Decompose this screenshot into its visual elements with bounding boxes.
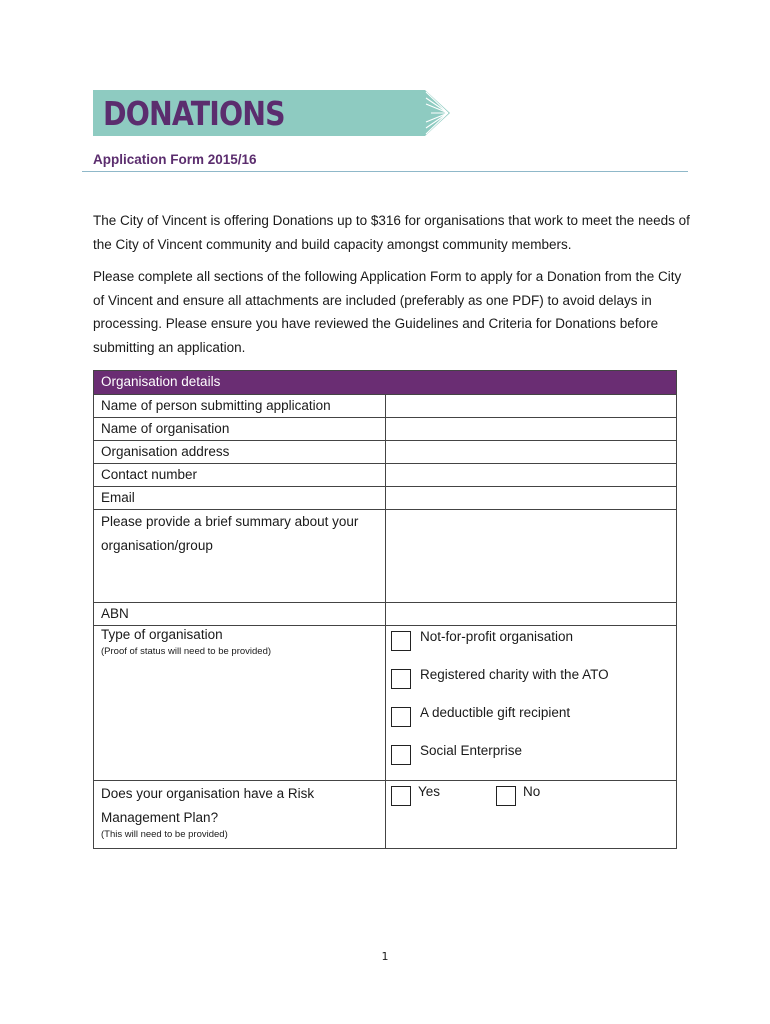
field-input-org-name[interactable] [386, 418, 677, 441]
type-proof-note: (Proof of status will need to be provided) [101, 646, 272, 657]
field-label-org-name: Name of organisation [94, 418, 386, 441]
table-row [94, 510, 677, 603]
risk-label-cell [94, 781, 386, 849]
checkbox-not-for-profit[interactable] [391, 631, 411, 651]
field-input-abn[interactable] [386, 603, 677, 626]
form-subtitle: Application Form 2015/16 [93, 152, 257, 167]
table-row [94, 418, 677, 441]
type-label-cell [94, 626, 386, 781]
page-number: 1 [381, 950, 389, 963]
table-row [94, 626, 677, 781]
field-label-type: Type of organisation [101, 627, 223, 642]
table-row [94, 441, 677, 464]
organisation-details-table [93, 370, 677, 849]
option-deductible-gift-recipient[interactable] [391, 704, 676, 742]
checkbox-registered-charity[interactable] [391, 669, 411, 689]
table-row [94, 603, 677, 626]
intro-paragraph-1: The City of Vincent is offering Donations up to $316 for organisations that work to meet the needs of the City of Vincent community and build capacity amongst community members. [93, 213, 690, 252]
field-label-risk: Does your organisation have a Risk Management Plan? [101, 786, 315, 825]
field-label-email: Email [94, 487, 386, 510]
option-label: Registered charity with the ATO [420, 667, 609, 682]
risk-options-cell [386, 781, 677, 849]
field-label-address: Organisation address [94, 441, 386, 464]
section-header: Organisation details [94, 371, 677, 395]
field-label-contact: Contact number [94, 464, 386, 487]
option-label: A deductible gift recipient [420, 705, 571, 720]
field-label-person: Name of person submitting application [94, 395, 386, 418]
field-input-summary[interactable] [386, 510, 677, 603]
intro-paragraph-2: Please complete all sections of the following Application Form to apply for a Donation from the City of Vincent and ensure all attachments are included (preferably as one PDF) to avoid delays in processing. Please ensure you have reviewed the Guidelines and Criteria for Donations before submitting an application. [93, 269, 682, 355]
type-options-cell [386, 626, 677, 781]
checkbox-deductible-gift-recipient[interactable] [391, 707, 411, 727]
checkbox-yes[interactable] [391, 786, 411, 806]
table-row [94, 464, 677, 487]
field-input-contact[interactable] [386, 464, 677, 487]
donations-banner [93, 90, 453, 136]
field-label-abn: ABN [94, 603, 386, 626]
checkbox-no[interactable] [496, 786, 516, 806]
option-social-enterprise[interactable] [391, 742, 676, 780]
option-label: Social Enterprise [420, 743, 523, 758]
option-not-for-profit[interactable] [391, 628, 676, 666]
option-label: No [523, 784, 541, 799]
table-row [94, 781, 677, 849]
risk-plan-note: (This will need to be provided) [101, 829, 228, 840]
checkbox-social-enterprise[interactable] [391, 745, 411, 765]
table-row [94, 487, 677, 510]
option-label: Not-for-profit organisation [420, 629, 574, 644]
subtitle-divider [82, 171, 688, 172]
field-label-summary: Please provide a brief summary about your organisation/group [94, 510, 386, 603]
option-registered-charity[interactable] [391, 666, 676, 704]
field-input-email[interactable] [386, 487, 677, 510]
option-no[interactable] [496, 783, 540, 805]
field-input-address[interactable] [386, 441, 677, 464]
option-yes[interactable] [391, 783, 496, 805]
table-row [94, 395, 677, 418]
option-label: Yes [418, 784, 441, 799]
field-input-person[interactable] [386, 395, 677, 418]
banner-title: DONATIONS [103, 94, 285, 133]
